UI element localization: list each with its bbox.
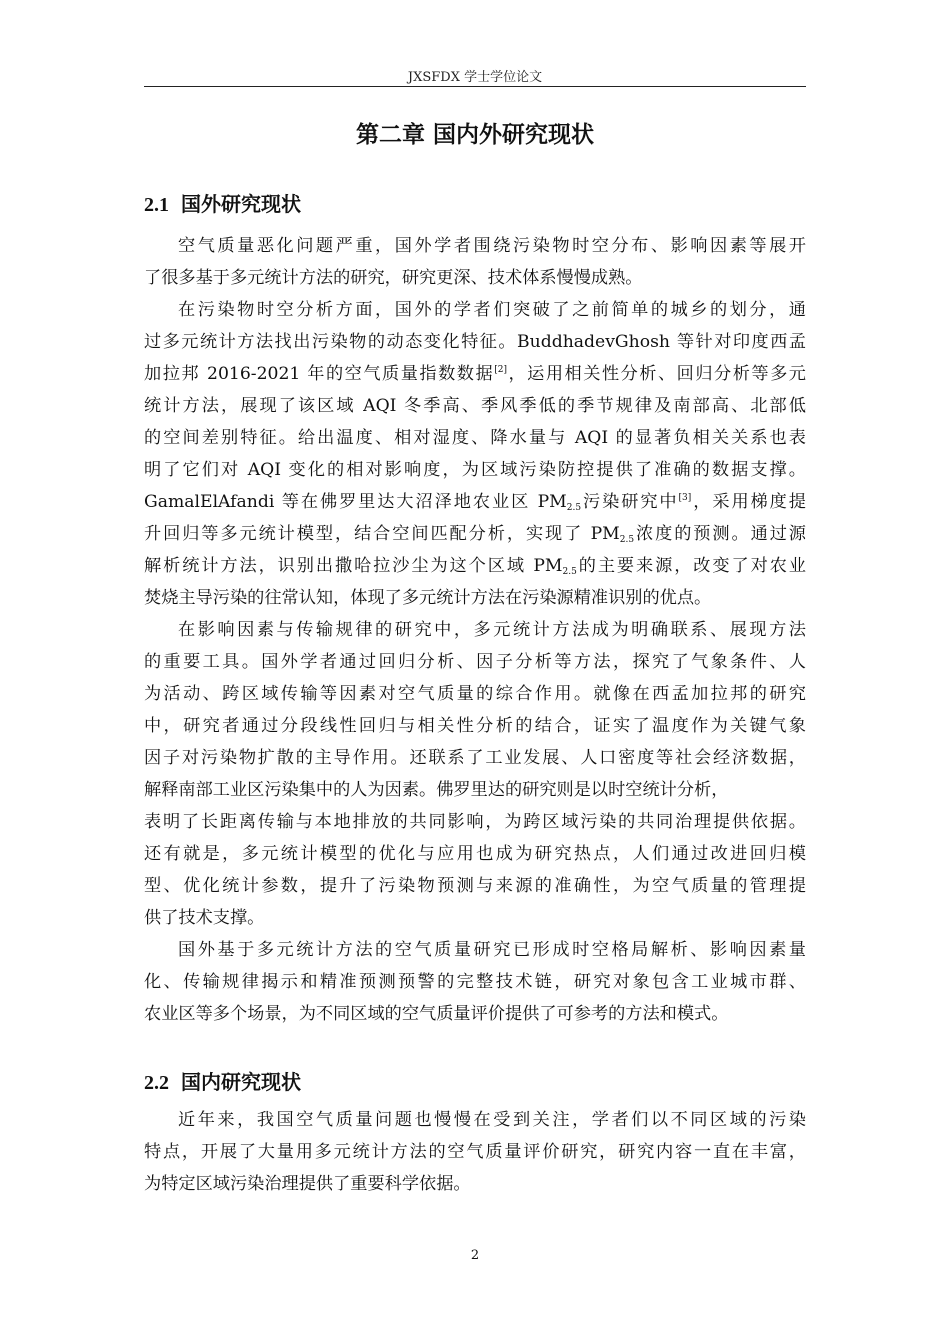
text-line: 为特定区域污染治理提供了重要科学依据。 xyxy=(144,1174,471,1194)
text-line: 化、传输规律揭示和精准预测预警的完整技术链，研究对象包含工业城市群、 xyxy=(144,972,806,992)
text-line: 国外基于多元统计方法的空气质量研究已形成时空格局解析、影响因素量 xyxy=(178,940,806,960)
text-line xyxy=(144,486,806,518)
paragraph-influence-factors xyxy=(144,614,806,934)
text-line: 供了技术支撑。 xyxy=(144,908,265,928)
paragraph-spatiotemporal xyxy=(144,294,806,614)
text-line: 型、优化统计参数，提升了污染物预测与来源的准确性，为空气质量的管理提 xyxy=(144,876,806,896)
text-line xyxy=(144,550,806,582)
text-line: 农业区等多个场景，为不同区域的空气质量评价提供了可参考的方法和模式。 xyxy=(144,1004,729,1024)
text-run: 升回归等多元统计模型，结合空间匹配分析，实现了 PM xyxy=(144,524,620,544)
text-line: 的重要工具。国外学者通过回归分析、因子分析等方法，探究了气象条件、人 xyxy=(144,652,806,672)
text-line: 统计方法，展现了该区域 AQI 冬季高、季风季低的季节规律及南部高、北部低 xyxy=(144,396,806,416)
text-line: 还有就是，多元统计模型的优化与应用也成为研究热点，人们通过改进回归模 xyxy=(144,844,806,864)
text-line: 中，研究者通过分段线性回归与相关性分析的结合，证实了温度作为关键气象 xyxy=(144,716,806,736)
paragraph-domestic xyxy=(144,1104,806,1200)
running-header: JXSFDX 学士学位论文 xyxy=(407,70,543,85)
header-rule xyxy=(144,86,806,87)
subscript: 2.5 xyxy=(619,535,635,545)
text-line: 空气质量恶化问题严重，国外学者围绕污染物时空分布、影响因素等展开 xyxy=(178,236,806,256)
text-line: 过多元统计方法找出污染物的动态变化特征。BuddhadevGhosh 等针对印度西孟 xyxy=(144,332,806,352)
text-run: GamalElAfandi 等在佛罗里达大沼泽地农业区 PM xyxy=(144,492,567,512)
paragraph-summary xyxy=(144,934,806,1030)
page-number: 2 xyxy=(470,1248,480,1263)
text-run: 污染研究中 xyxy=(581,492,679,512)
text-line xyxy=(144,358,806,390)
section-heading-2-2 xyxy=(144,1066,806,1095)
section-title: 国外研究现状 xyxy=(181,192,301,216)
text-run: 的主要来源，改变了对农业 xyxy=(576,556,806,576)
section-number: 2.2 xyxy=(144,1072,169,1094)
subscript: 2.5 xyxy=(562,567,577,577)
chapter-title: 第二章 国内外研究现状 xyxy=(355,122,594,148)
paragraph-intro xyxy=(144,230,806,294)
section-heading-2-1 xyxy=(144,188,806,217)
text-line: 解释南部工业区污染集中的人为因素。佛罗里达的研究则是以时空统计分析， xyxy=(144,780,729,800)
text-line: 的空间差别特征。给出温度、相对湿度、降水量与 AQI 的显著负相关关系也表 xyxy=(144,428,806,448)
text-line: 焚烧主导污染的往常认知，体现了多元统计方法在污染源精准识别的优点。 xyxy=(144,588,712,608)
text-line: 在污染物时空分析方面，国外的学者们突破了之前简单的城乡的划分，通 xyxy=(178,300,806,320)
text-line xyxy=(144,518,806,550)
text-line: 表明了长距离传输与本地排放的共同影响，为跨区域污染的共同治理提供依据。 xyxy=(144,812,806,832)
text-line: 特点，开展了大量用多元统计方法的空气质量评价研究，研究内容一直在丰富， xyxy=(144,1142,806,1162)
text-line: 为活动、跨区域传输等因素对空气质量的综合作用。就像在西孟加拉邦的研究 xyxy=(144,684,806,704)
text-run: 浓度的预测。通过源 xyxy=(634,524,806,544)
text-line: 近年来，我国空气质量问题也慢慢在受到关注，学者们以不同区域的污染 xyxy=(178,1110,806,1130)
text-line: 在影响因素与传输规律的研究中，多元统计方法成为明确联系、展现方法 xyxy=(178,620,806,640)
text-line: 明了它们对 AQI 变化的相对影响度，为区域污染防控提供了准确的数据支撑。 xyxy=(144,460,806,480)
text-line: 了很多基于多元统计方法的研究，研究更深、技术体系慢慢成熟。 xyxy=(144,268,643,288)
text-run: ，运用相关性分析、回归分析等多元 xyxy=(506,364,806,384)
citation-ref: [2] xyxy=(494,365,507,375)
citation-ref: [3] xyxy=(678,493,692,503)
section-title: 国内研究现状 xyxy=(181,1070,301,1094)
text-run: 加拉邦 2016-2021 年的空气质量指数数据 xyxy=(144,364,495,384)
text-run: 解析统计方法，识别出撒哈拉沙尘为这个区域 PM xyxy=(144,556,563,576)
section-number: 2.1 xyxy=(144,194,169,216)
text-line: 因子对污染物扩散的主导作用。还联系了工业发展、人口密度等社会经济数据， xyxy=(144,748,806,768)
subscript: 2.5 xyxy=(566,503,582,513)
text-run: ，采用梯度提 xyxy=(691,492,806,512)
